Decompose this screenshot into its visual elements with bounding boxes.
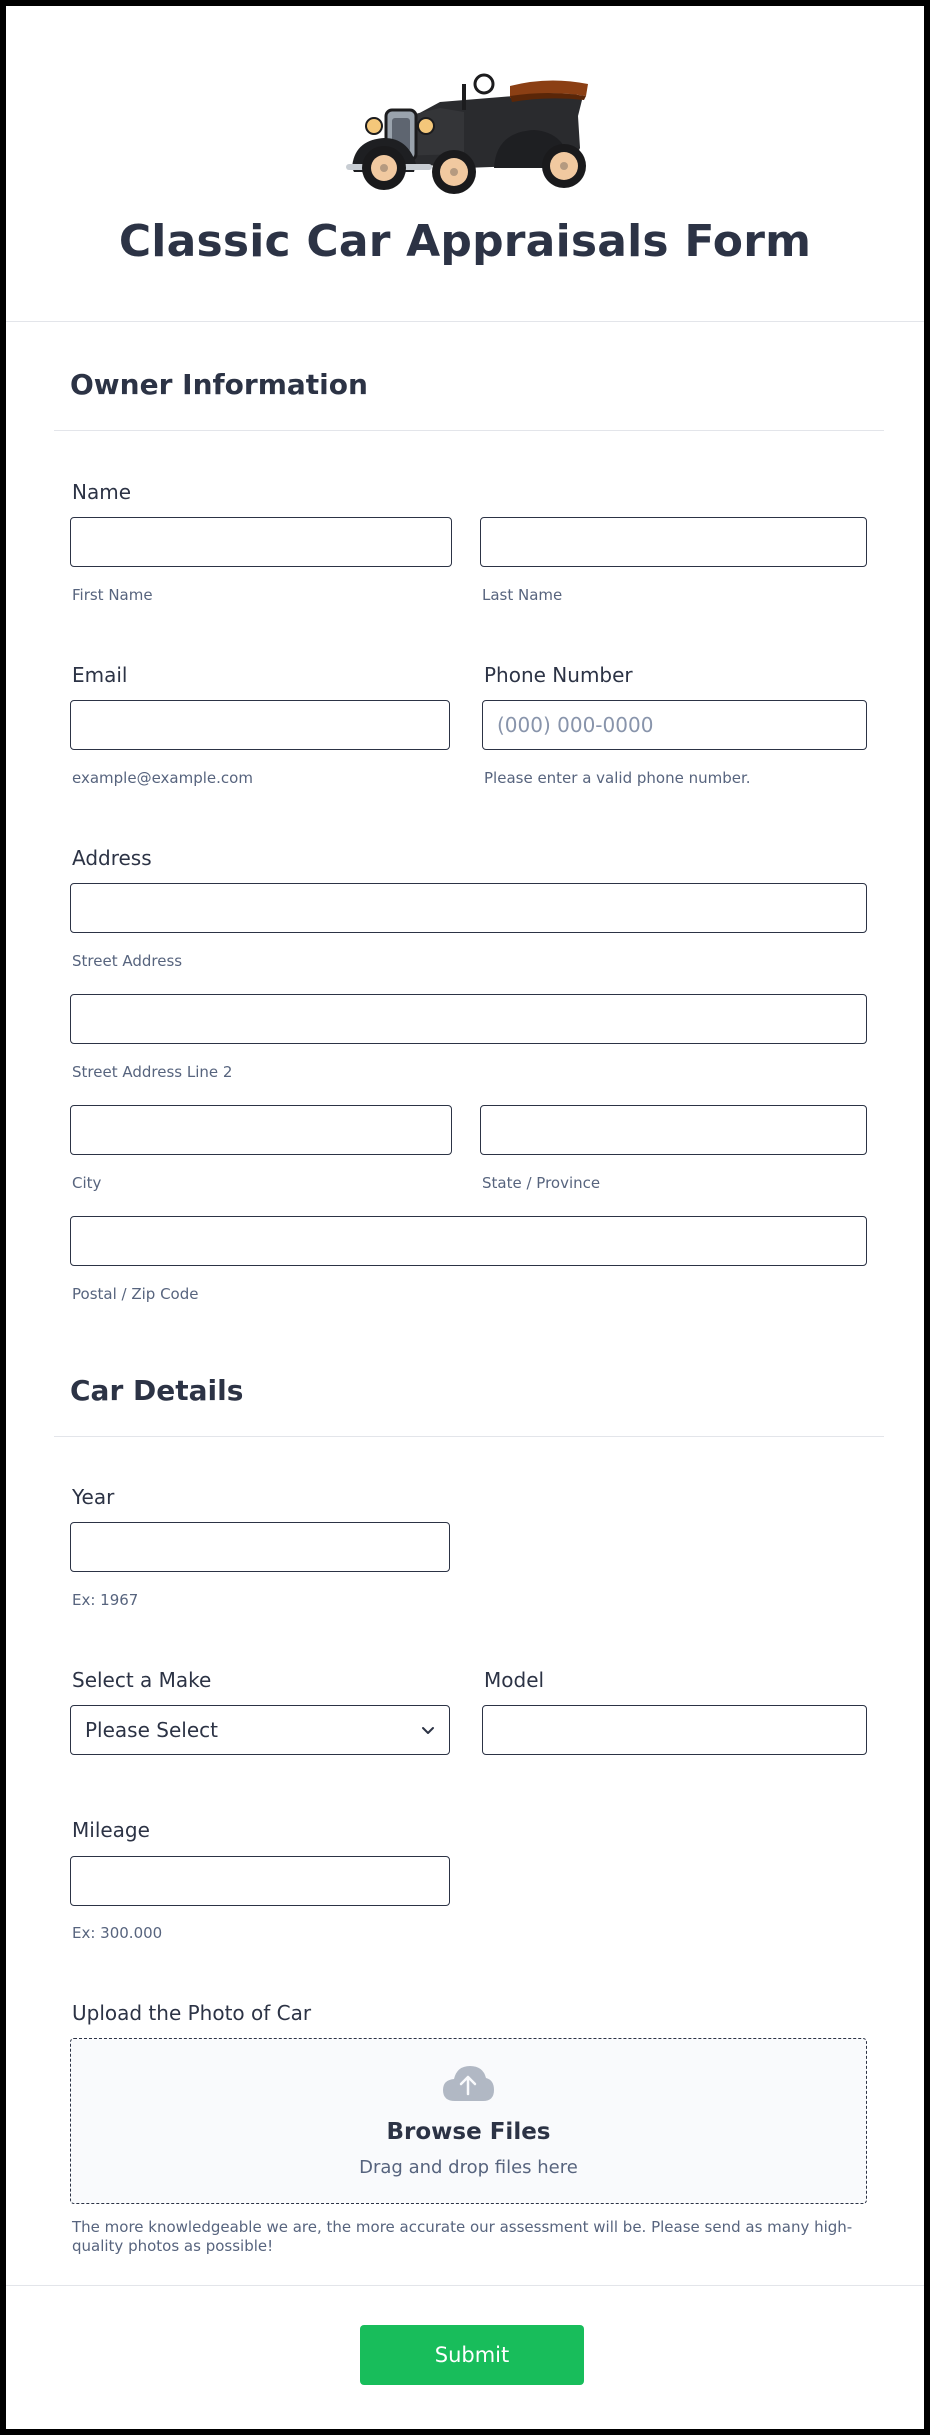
section-divider bbox=[54, 1436, 884, 1437]
last-name-sublabel: Last Name bbox=[482, 586, 563, 604]
postal-code-input[interactable] bbox=[70, 1216, 867, 1266]
street-address-sublabel: Street Address bbox=[72, 952, 183, 970]
first-name-input[interactable] bbox=[70, 517, 452, 567]
street-address-input[interactable] bbox=[70, 883, 867, 933]
year-input[interactable] bbox=[70, 1522, 450, 1572]
classic-car-icon bbox=[344, 68, 594, 196]
section-divider bbox=[54, 430, 884, 431]
section-title-owner: Owner Information bbox=[70, 368, 368, 401]
make-select[interactable] bbox=[70, 1705, 450, 1755]
name-label: Name bbox=[72, 480, 132, 504]
chevron-down-icon bbox=[419, 1721, 437, 1739]
make-select-value: Please Select bbox=[85, 1718, 218, 1742]
last-name-input[interactable] bbox=[480, 517, 867, 567]
footer-divider bbox=[6, 2285, 924, 2286]
cloud-upload-icon bbox=[441, 2063, 495, 2103]
section-title-car: Car Details bbox=[70, 1374, 244, 1407]
browse-files-button[interactable]: Browse Files bbox=[386, 2119, 551, 2145]
phone-label: Phone Number bbox=[484, 663, 633, 687]
model-input[interactable] bbox=[482, 1705, 867, 1755]
city-input[interactable] bbox=[70, 1105, 452, 1155]
email-label: Email bbox=[72, 663, 128, 687]
address-label: Address bbox=[72, 846, 152, 870]
street-address-line2-input[interactable] bbox=[70, 994, 867, 1044]
postal-code-sublabel: Postal / Zip Code bbox=[72, 1285, 199, 1303]
submit-button[interactable]: Submit bbox=[360, 2325, 584, 2385]
mileage-input[interactable] bbox=[70, 1856, 450, 1906]
state-sublabel: State / Province bbox=[482, 1174, 601, 1192]
mileage-label: Mileage bbox=[72, 1818, 150, 1842]
model-label: Model bbox=[484, 1668, 545, 1692]
make-label: Select a Make bbox=[72, 1668, 212, 1692]
year-sublabel: Ex: 1967 bbox=[72, 1591, 139, 1609]
file-upload-dropzone[interactable] bbox=[70, 2038, 867, 2204]
form-title: Classic Car Appraisals Form bbox=[118, 216, 812, 267]
drag-drop-text: Drag and drop files here bbox=[359, 2157, 578, 2178]
email-input[interactable] bbox=[70, 700, 450, 750]
year-label: Year bbox=[72, 1485, 115, 1509]
phone-sublabel: Please enter a valid phone number. bbox=[484, 769, 751, 787]
city-sublabel: City bbox=[72, 1174, 102, 1192]
mileage-sublabel: Ex: 300.000 bbox=[72, 1924, 163, 1942]
state-input[interactable] bbox=[480, 1105, 867, 1155]
phone-input[interactable] bbox=[482, 700, 867, 750]
email-sublabel: example@example.com bbox=[72, 769, 253, 787]
street-address-line2-sublabel: Street Address Line 2 bbox=[72, 1063, 233, 1081]
first-name-sublabel: First Name bbox=[72, 586, 153, 604]
upload-label: Upload the Photo of Car bbox=[72, 2001, 312, 2025]
upload-hint: The more knowledgeable we are, the more accurate our assessment will be. Please send as many high-quality photos as possible! bbox=[72, 2218, 853, 2255]
form-header bbox=[6, 6, 924, 322]
